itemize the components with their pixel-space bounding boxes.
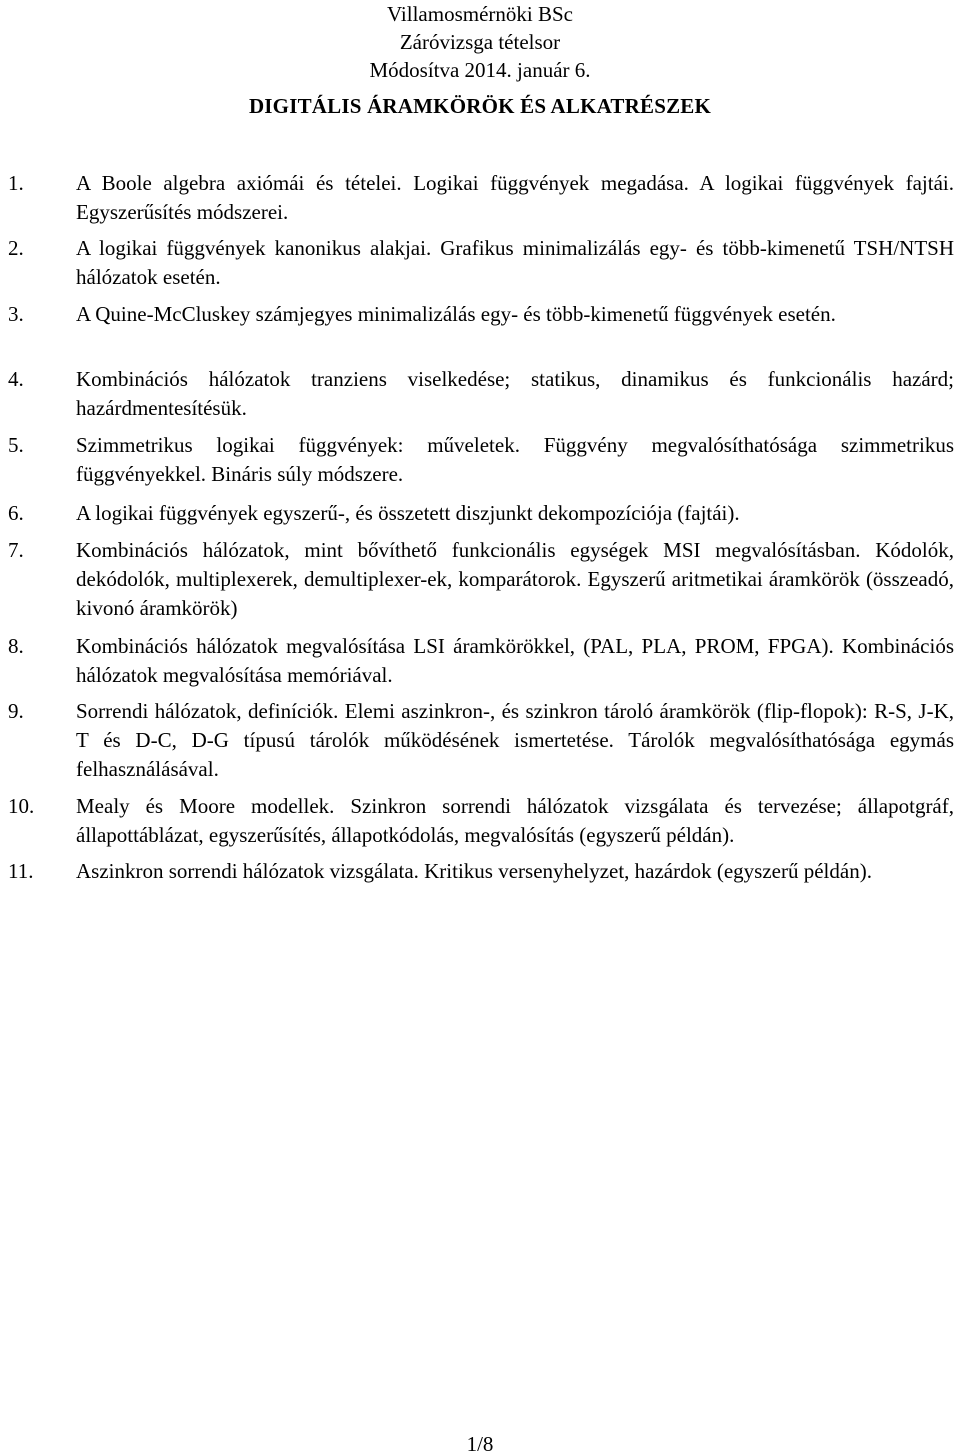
section-title: DIGITÁLIS ÁRAMKÖRÖK ÉS ALKATRÉSZEK xyxy=(248,94,712,118)
topic-number: 7. xyxy=(8,538,24,562)
page-number: 1/8 xyxy=(466,1432,494,1456)
topic-text: Kombinációs hálózatok tranziens viselkedése; statikus, dinamikus és funkcionális hazárd; hazárdmentesítésük. xyxy=(76,367,954,420)
topic-text: A Quine-McCluskey számjegyes minimalizálás egy- és több-kimenetű függvények esetén. xyxy=(76,302,836,326)
topic-number: 8. xyxy=(8,634,24,658)
header-program: Villamosmérnöki BSc xyxy=(387,2,573,26)
topic-number: 11. xyxy=(8,859,34,883)
topic-text: Sorrendi hálózatok, definíciók. Elemi aszinkron-, és szinkron tároló áramkörök (flip-flopok): R-S, J-K, T és D-C, D-G típusú tárolók működésének ismertetése. Tárolók megvalósíthatósága egymás felhasználásával. xyxy=(76,699,954,781)
topic-number: 6. xyxy=(8,501,24,525)
header-modified-date: Módosítva 2014. január 6. xyxy=(369,58,591,82)
topic-number: 3. xyxy=(8,302,24,326)
topic-number: 1. xyxy=(8,171,24,195)
topic-text: Aszinkron sorrendi hálózatok vizsgálata. Kritikus versenyhelyzet, hazárdok (egyszerű példán). xyxy=(76,859,872,883)
topic-text: A Boole algebra axiómái és tételei. Logikai függvények megadása. A logikai függvények fajtái. Egyszerűsítés módszerei. xyxy=(76,171,954,224)
topic-number: 5. xyxy=(8,433,24,457)
topic-text: Mealy és Moore modellek. Szinkron sorrendi hálózatok vizsgálata és tervezése; állapotgráf, állapottáblázat, egyszerűsítés, állapotkódolás, megvalósítás (egyszerű példán). xyxy=(76,794,954,847)
topic-number: 9. xyxy=(8,699,24,723)
header-doc-title: Záróvizsga tételsor xyxy=(399,30,561,54)
topic-text: Kombinációs hálózatok, mint bővíthető funkcionális egységek MSI megvalósításban. Kódolók, dekódolók, multiplexerek, demultiplexer-ek, komparátorok. Egyszerű aritmetikai áramkörök (összeadó, kivonó áramkörök) xyxy=(76,538,954,620)
topic-number: 10. xyxy=(8,794,35,818)
topic-text: A logikai függvények egyszerű-, és összetett diszjunkt dekompozíciója (fajtái). xyxy=(76,501,740,525)
topic-number: 2. xyxy=(8,236,24,260)
topic-number: 4. xyxy=(8,367,24,391)
topic-text: Kombinációs hálózatok megvalósítása LSI áramkörökkel, (PAL, PLA, PROM, FPGA). Kombinációs hálózatok megvalósítása memóriával. xyxy=(76,634,954,687)
topic-text: Szimmetrikus logikai függvények: műveletek. Függvény megvalósíthatósága szimmetrikus függvényekkel. Bináris súly módszere. xyxy=(76,433,954,486)
topic-text: A logikai függvények kanonikus alakjai. Grafikus minimalizálás egy- és több-kimenetű TSH/NTSH hálózatok esetén. xyxy=(76,236,954,289)
